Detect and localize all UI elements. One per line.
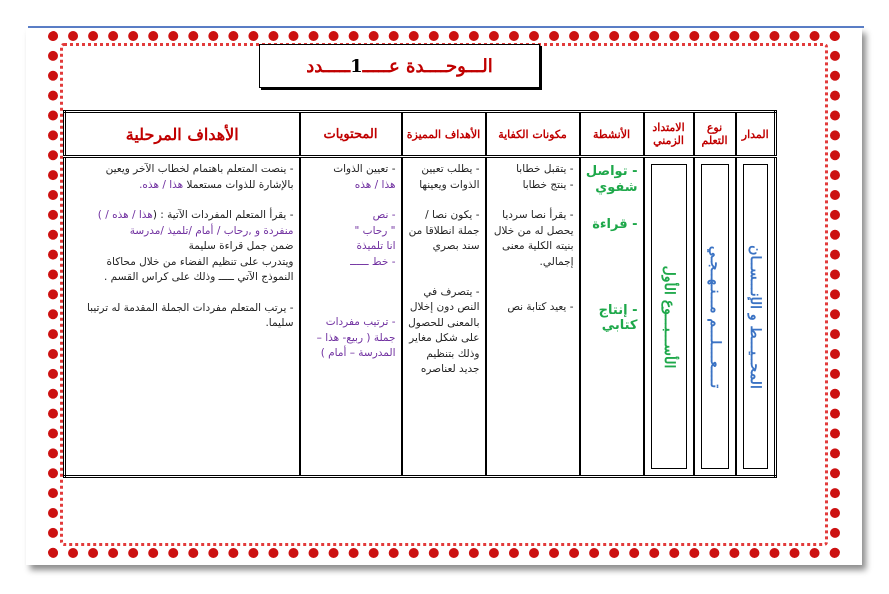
stage-goal-text: ويتدرب على تنظيم الفضاء من خلال محاكاة النموذج الآتي ـــــ وذلك على كراس القسم . — [104, 255, 294, 283]
activity-item: - تواصل شفوي — [585, 164, 638, 195]
header-contents: المحتويات — [300, 112, 402, 157]
header-stage-goals: الأهداف المرحلية — [65, 112, 300, 157]
content-item: - تعيين الذوات — [333, 163, 396, 175]
cell-learning-type — [694, 157, 736, 477]
unit-title-right: الـــوحــــدة عـــــ — [362, 55, 493, 77]
cell-stage-goals — [65, 157, 300, 477]
activity-item: - إنتاج كتابي — [598, 302, 638, 333]
competency-item: - يقرأ نصا سرديا يحصل له من خلال بنيته الكلية معنى إجمالي. — [493, 209, 574, 268]
distinct-goal-item: - يتصرف في النص دون إخلال بالمعنى للحصول على شكل مغاير وذلك بتنظيم جديد لعناصره — [408, 285, 480, 375]
content-item: " رحاب " — [354, 224, 396, 237]
content-item: - نص — [372, 209, 396, 221]
distinct-goal-item: - يكون نصا / جملة انطلاقا من سند بصري — [408, 209, 480, 252]
cell-time-span — [644, 157, 694, 477]
header-learning-type: نوع التعلم — [694, 112, 736, 157]
header-time-span: الامتداد الزمني — [644, 112, 694, 157]
header-distinct-goals: الأهداف المميزة — [402, 112, 486, 157]
cell-competency — [486, 157, 580, 477]
cell-domain — [736, 157, 776, 477]
header-domain: المدار — [736, 112, 776, 157]
competency-item: - يعيد كتابة نص — [507, 301, 574, 313]
learning-type-vertical-text: تــــعــــلـــم مـــنـهــجـي — [706, 245, 723, 388]
stage-goal-text: ضمن جمل قراءة سليمة — [188, 240, 294, 252]
competency-item: - يتقبل خطابا — [516, 163, 574, 175]
header-activities: الأنشطة — [580, 112, 644, 157]
content-item: هذا / هذه — [354, 178, 396, 191]
unit-title-left: ـــــدد — [306, 55, 351, 77]
stage-goal-text: - ينصت المتعلم باهتمام لخطاب الآخر ويعين بالإشارة للذوات مستعملا — [105, 163, 294, 191]
cell-activities — [580, 157, 644, 477]
stage-goal-highlight: هذا / هذه. — [139, 178, 184, 191]
time-span-vertical-text: الأســـبـــوع الأول — [660, 265, 677, 368]
content-item: - ترتيب مفردات جملة ( ربيع- هذا –المدرسة – أمام ) — [316, 316, 396, 359]
stage-goal-text: - يرتب المتعلم مفردات الجملة المقدمة له ترتيبا سليما. — [86, 301, 294, 329]
unit-title-number: 1 — [350, 55, 363, 77]
content-item: - خط ــــــ — [350, 255, 396, 268]
activity-item: - قراءة — [592, 217, 638, 232]
cell-distinct-goals — [402, 157, 486, 477]
stage-goal-text: - يقرأ المتعلم المفردات الآتية : ( — [152, 209, 294, 221]
domain-vertical-text: المحــيـــط و الإنـــســان — [747, 244, 764, 389]
content-item: انا تلميذة — [356, 240, 396, 252]
header-competency: مكونات الكفاية — [486, 112, 580, 157]
cell-contents — [300, 157, 402, 477]
distinct-goal-item: - يطلب تعيين الذوات ويعينها — [419, 163, 480, 191]
unit-title-box — [259, 44, 540, 88]
competency-item: - ينتج خطابا — [522, 178, 574, 191]
lesson-plan-table — [63, 110, 777, 478]
stage-goal-highlight: هذا / هذه / ) منفردة و ,رحاب / أمام /تلميذ /مدرسة — [97, 209, 294, 237]
